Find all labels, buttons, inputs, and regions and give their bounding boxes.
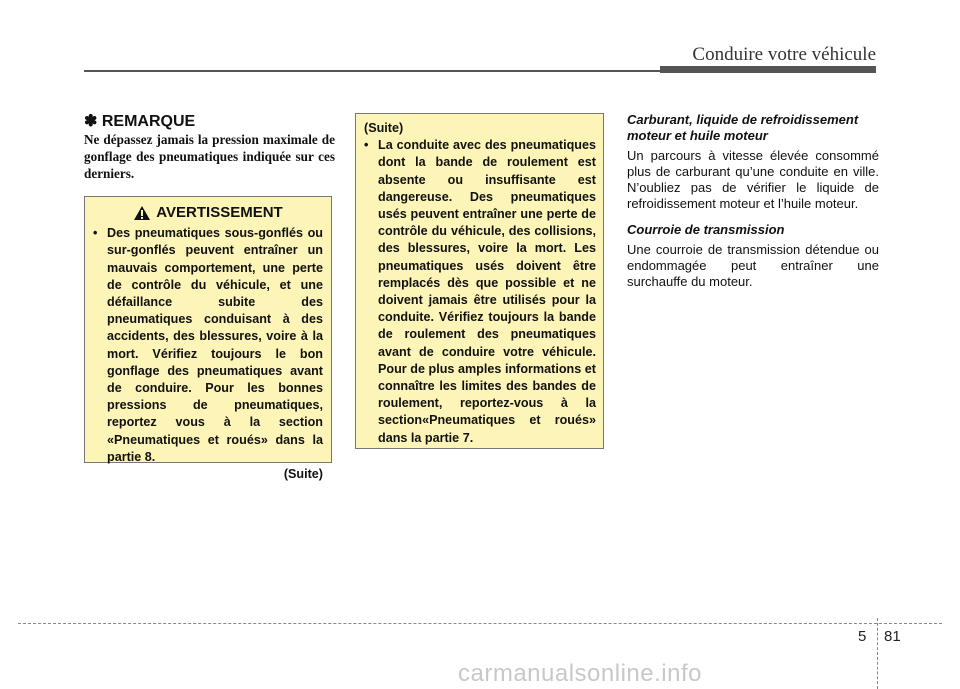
- bullet: •: [93, 226, 98, 241]
- warning-2-item: [364, 137, 596, 447]
- continued-label: (Suite): [283, 467, 323, 482]
- warning-box-1: [84, 196, 332, 482]
- warning-title: [93, 204, 323, 221]
- footer-divider: [877, 618, 878, 689]
- fluids-heading: Carburant, liquide de refroidissement moteur et huile moteur: [627, 112, 859, 143]
- remarque-body: Ne dépassez jamais la pression maximale de gonflage des pneumatiques indiquée sur ces derniers.: [84, 132, 335, 181]
- warning-2-text: La conduite avec des pneumatiques dont la bande de roulement est absente ou insuffisante est dangereuse. Des pneumatiques usés peuvent entraîner une perte de contrôle du véhicule, des collisions, des blessures, voire la mort. Les pneumatiques usés doivent être remplacés dès que possible et ne doivent jamais être utilisés pour la conduite. Vérifiez toujours la bande de roulement des pneumatiques avant de conduire votre véhicule. Pour de plus amples informations et connaître les limites des bandes de roulement, reportez-vous à la section«Pneumatiques et roués» dans la partie 7.: [378, 138, 596, 445]
- page-number: 81: [884, 628, 901, 645]
- header-rule-accent: [660, 66, 876, 73]
- warning-box-2: [355, 113, 604, 449]
- warning-1-text: Des pneumatiques sous-gonflés ou sur-gonflés peuvent entraîner un mauvais comportement, une perte de contrôle du véhicule, et une défaillance subite des pneumatiques conduisant à des accidents, des blessures, voire à la mort. Vérifiez toujours le bon gonflage des pneumatiques avant de conduire. Pour les bonnes pressions de pneumatiques, reportez vous à la section «Pneumatiques et roués» dans la partie 8.: [107, 226, 323, 464]
- continued-header: (Suite): [364, 121, 404, 135]
- warning-1-item: [93, 225, 323, 466]
- chapter-title: Conduire votre véhicule: [692, 44, 876, 65]
- warning-triangle-icon: [133, 205, 151, 221]
- warning-title-label: AVERTISSEMENT: [156, 204, 283, 221]
- bullet: •: [364, 138, 369, 153]
- fluids-body: Un parcours à vitesse élevée consommé plus de carburant qu’une conduite en ville. N’oubliez pas de vérifier le liquide de refroidissement moteur et l’huile moteur.: [627, 148, 879, 211]
- remarque-heading: ✽ REMARQUE: [84, 113, 196, 130]
- belt-heading: Courroie de transmission: [627, 222, 785, 237]
- watermark: carmanualsonline.info: [458, 660, 702, 687]
- footer-rule: [18, 623, 942, 624]
- right-column: [627, 112, 879, 300]
- chapter-number: 5: [858, 628, 867, 645]
- belt-body: Une courroie de transmission détendue ou endommagée peut entraîner une surchauffe du moteur.: [627, 242, 879, 289]
